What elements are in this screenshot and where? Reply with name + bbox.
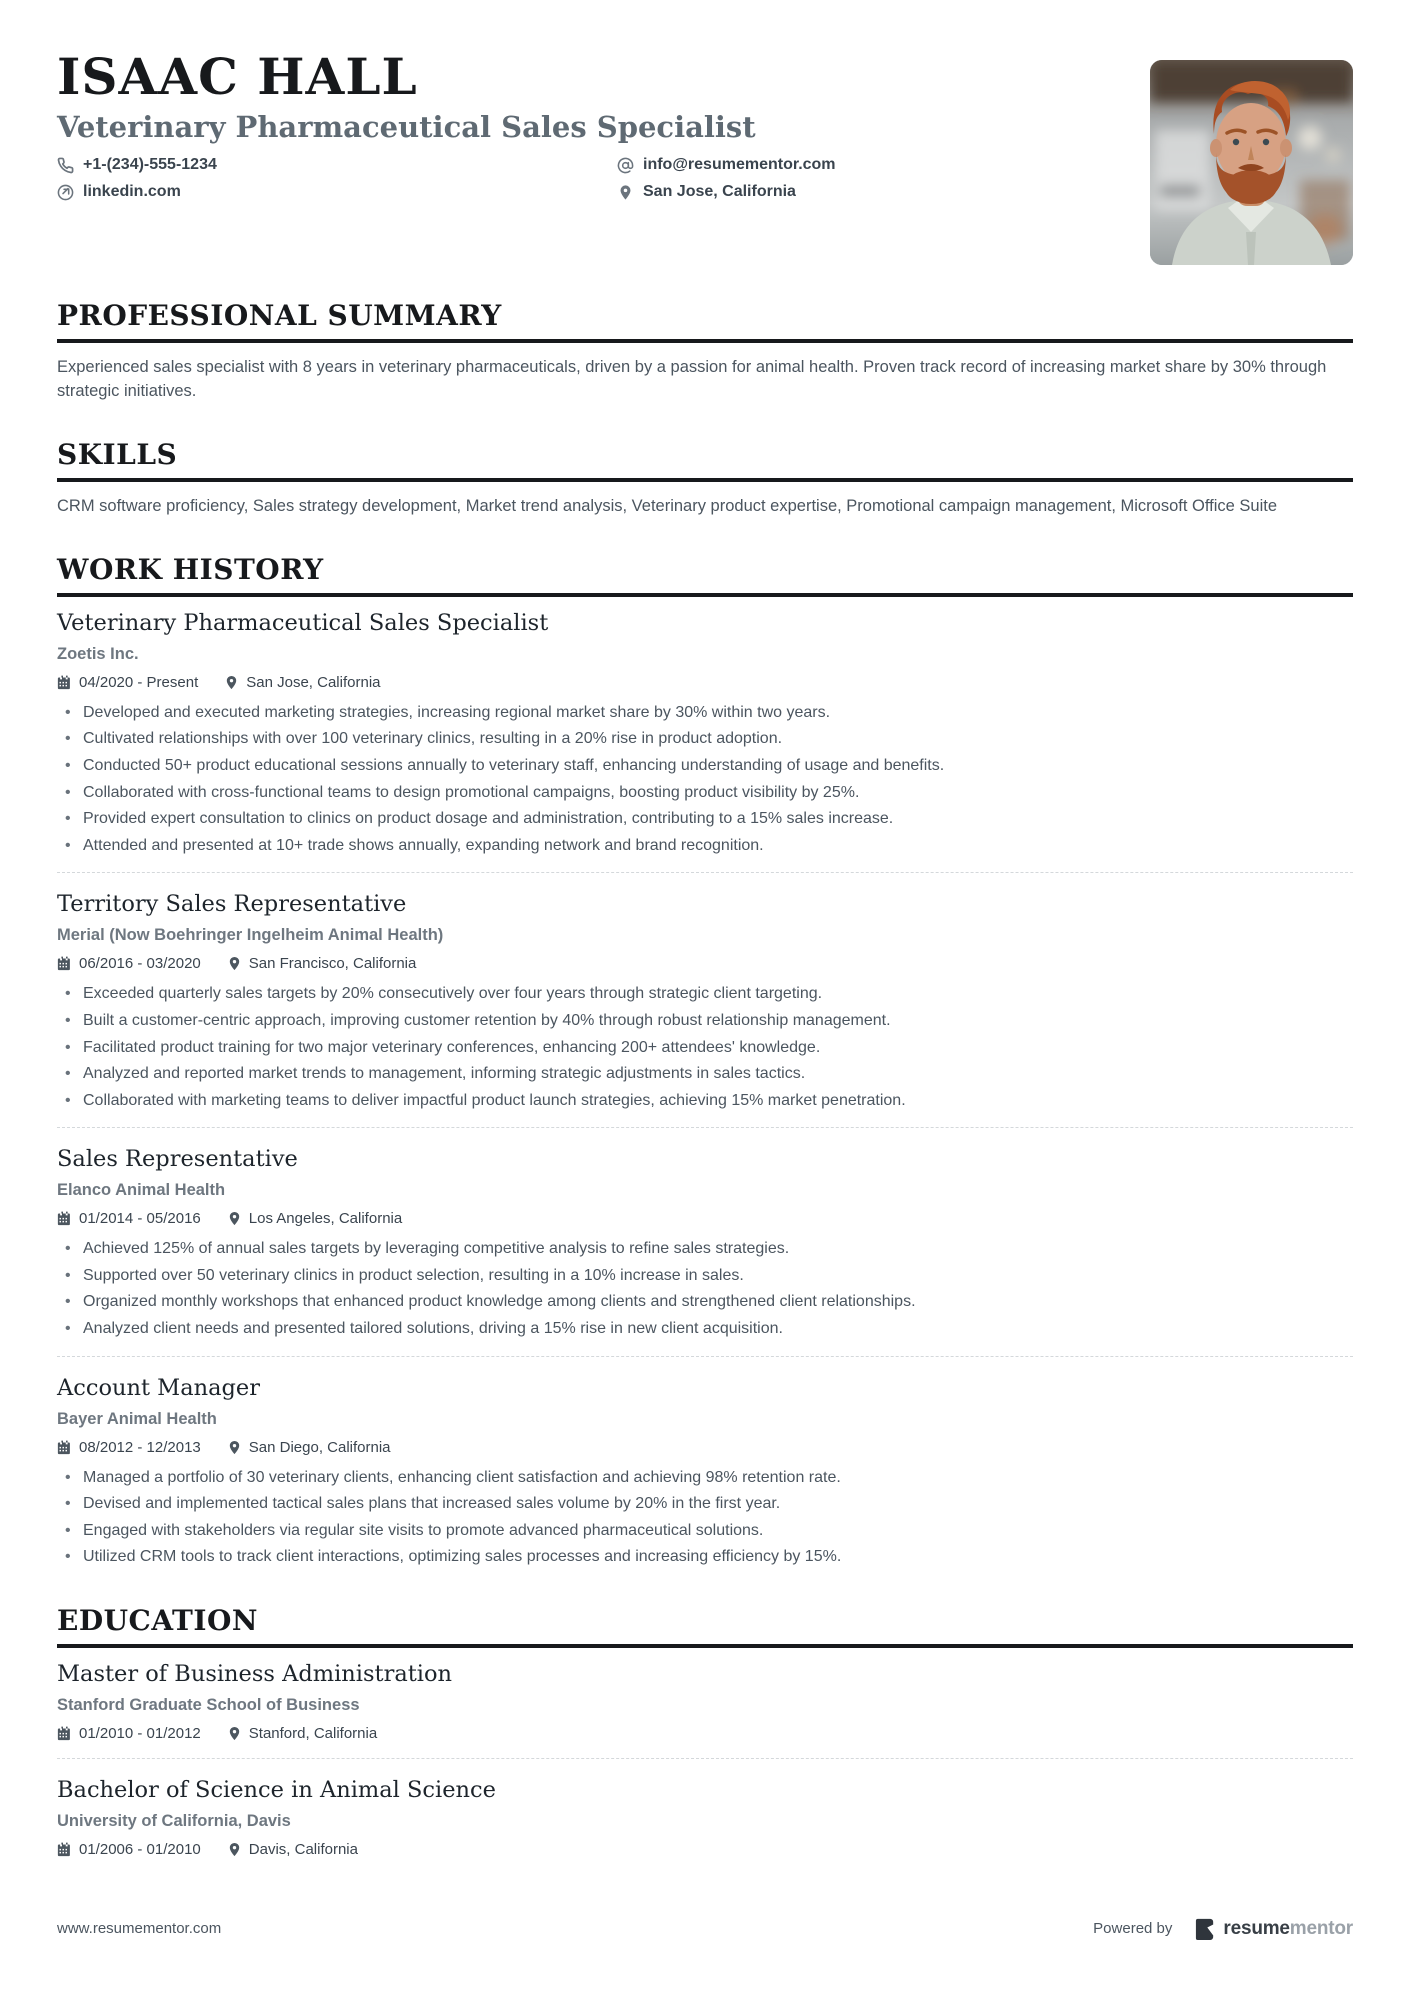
- calendar-icon: [57, 1726, 72, 1741]
- contact-phone-value: +1-(234)-555-1234: [83, 156, 217, 173]
- job-dates: 01/2014 - 05/2016: [79, 1210, 201, 1228]
- company-name: Zoetis Inc.: [57, 644, 139, 663]
- job-bullet: • Exceeded quarterly sales targets by 20% consecutively over four years through strategic client targeting.: [57, 983, 1353, 1005]
- contact-location: [617, 183, 836, 201]
- job-bullet: • Provided expert consultation to clinics on product dosage and administration, contributing to a 15% sales increase.: [57, 808, 1353, 830]
- job-bullet: • Analyzed client needs and presented tailored solutions, driving a 15% rise in new client acquisition.: [57, 1318, 1353, 1340]
- job-location: San Jose, California: [246, 673, 381, 691]
- resume-header: [57, 47, 1353, 265]
- map-pin-icon: [227, 1726, 242, 1741]
- job-bullet: • Supported over 50 veterinary clinics in product selection, resulting in a 10% increase in sales.: [57, 1265, 1353, 1287]
- job-bullet: • Cultivated relationships with over 100 veterinary clinics, resulting in a 20% rise in product adoption.: [57, 728, 1353, 750]
- job-title: Territory Sales Representative: [57, 891, 407, 918]
- job-dates: 06/2016 - 03/2020: [79, 955, 201, 973]
- map-pin-icon: [227, 956, 242, 971]
- school-name: Stanford Graduate School of Business: [57, 1696, 360, 1715]
- resumementor-logo-text: [1223, 1918, 1353, 1940]
- person-name: ISAAC HALL: [57, 47, 418, 106]
- education-dates: 01/2006 - 01/2010: [79, 1841, 201, 1859]
- education-meta: [57, 1841, 1353, 1858]
- job-bullet: • Developed and executed marketing strategies, increasing regional market share by 30% within two years.: [57, 702, 1353, 724]
- job-bullet: • Collaborated with marketing teams to deliver impactful product launch strategies, achieving 15% market penetration.: [57, 1090, 1353, 1112]
- map-pin-icon: [227, 1211, 242, 1226]
- education-location: Davis, California: [248, 1841, 358, 1859]
- job-bullet: • Achieved 125% of annual sales targets by leveraging competitive analysis to refine sales strategies.: [57, 1238, 1353, 1260]
- page-footer: [57, 1917, 1353, 1940]
- skills-heading: SKILLS: [57, 438, 1353, 482]
- contact-linkedin-value: linkedin.com: [83, 183, 181, 200]
- job-entry: [57, 1127, 1353, 1339]
- contact-info: [57, 156, 836, 201]
- link-icon: [57, 184, 74, 201]
- job-bullets: [57, 1467, 1353, 1568]
- job-bullet: • Devised and implemented tactical sales plans that increased sales volume by 20% in the first year.: [57, 1493, 1353, 1515]
- job-bullet: • Utilized CRM tools to track client interactions, optimizing sales processes and increasing efficiency by 15%.: [57, 1546, 1353, 1568]
- summary-heading: PROFESSIONAL SUMMARY: [57, 299, 1353, 343]
- calendar-icon: [57, 675, 72, 690]
- school-name: University of California, Davis: [57, 1812, 291, 1831]
- job-bullet: • Conducted 50+ product educational sessions annually to veterinary staff, enhancing understanding of usage and benefits.: [57, 755, 1353, 777]
- job-title: Sales Representative: [57, 1146, 298, 1173]
- summary-section: [57, 299, 1353, 404]
- job-meta: [57, 955, 1353, 972]
- education-dates: 01/2010 - 01/2012: [79, 1725, 201, 1743]
- job-meta: [57, 674, 1353, 691]
- job-location: San Francisco, California: [248, 955, 417, 973]
- education-entry: [57, 1661, 1353, 1742]
- job-dates: 04/2020 - Present: [79, 673, 199, 691]
- person-title: Veterinary Pharmaceutical Sales Specialist: [57, 110, 756, 144]
- education-location: Stanford, California: [248, 1725, 378, 1743]
- work-history-section: [57, 553, 1353, 1570]
- contact-email[interactable]: [617, 156, 836, 174]
- job-location: San Diego, California: [248, 1438, 391, 1456]
- profile-photo-illustration: [1150, 60, 1353, 265]
- footer-site-link[interactable]: www.resumementor.com: [57, 1920, 222, 1937]
- skills-section: [57, 438, 1353, 519]
- job-location: Los Angeles, California: [248, 1210, 403, 1228]
- calendar-icon: [57, 1842, 72, 1857]
- calendar-icon: [57, 1211, 72, 1226]
- contact-linkedin[interactable]: [57, 183, 617, 201]
- at-sign-icon: [617, 157, 634, 174]
- contact-location-value: San Jose, California: [643, 183, 796, 200]
- profile-photo: [1150, 60, 1353, 265]
- job-title: Veterinary Pharmaceutical Sales Specialist: [57, 609, 549, 636]
- job-bullets: [57, 702, 1353, 857]
- work-history-heading: WORK HISTORY: [57, 553, 1353, 597]
- job-dates: 08/2012 - 12/2013: [79, 1438, 201, 1456]
- company-name: Merial (Now Boehringer Ingelheim Animal Health): [57, 926, 444, 945]
- job-bullet: • Managed a portfolio of 30 veterinary clients, enhancing client satisfaction and achieving 98% retention rate.: [57, 1467, 1353, 1489]
- company-name: Bayer Animal Health: [57, 1409, 217, 1428]
- job-bullet: • Organized monthly workshops that enhanced product knowledge among clients and strengthened client relationships.: [57, 1291, 1353, 1313]
- footer-branding: [1093, 1917, 1353, 1940]
- job-bullet: • Built a customer-centric approach, improving customer retention by 40% through robust relationship management.: [57, 1010, 1353, 1032]
- company-name: Elanco Animal Health: [57, 1181, 226, 1200]
- summary-text: Experienced sales specialist with 8 years in veterinary pharmaceuticals, driven by a passion for animal health. Proven track record of increasing market share by 30% through strategic initiatives.: [57, 358, 1327, 400]
- calendar-icon: [57, 1440, 72, 1455]
- job-entry: [57, 872, 1353, 1111]
- resumementor-logo-icon: [1194, 1917, 1217, 1940]
- map-pin-icon: [227, 1842, 242, 1857]
- job-bullet: • Collaborated with cross-functional teams to design promotional campaigns, boosting product visibility by 25%.: [57, 782, 1353, 804]
- job-meta: [57, 1210, 1353, 1227]
- job-entry: [57, 1356, 1353, 1568]
- contact-phone[interactable]: [57, 156, 617, 174]
- resumementor-logo[interactable]: [1194, 1917, 1353, 1940]
- skills-text: CRM software proficiency, Sales strategy development, Market trend analysis, Veterinary product expertise, Promotional campaign management, Microsoft Office Suite: [57, 496, 1278, 515]
- degree-title: Bachelor of Science in Animal Science: [57, 1777, 496, 1804]
- phone-icon: [57, 157, 74, 174]
- logo-text-resume: resume: [1223, 1917, 1290, 1939]
- education-list: [57, 1661, 1353, 1858]
- contact-email-value: info@resumementor.com: [643, 156, 836, 173]
- job-entry: [57, 610, 1353, 857]
- job-bullets: [57, 1238, 1353, 1339]
- education-entry: [57, 1758, 1353, 1858]
- job-bullet: • Facilitated product training for two major veterinary conferences, enhancing 200+ attendees' knowledge.: [57, 1037, 1353, 1059]
- education-heading: EDUCATION: [57, 1604, 1353, 1648]
- job-bullet: • Attended and presented at 10+ trade shows annually, expanding network and brand recognition.: [57, 835, 1353, 857]
- map-pin-icon: [224, 675, 239, 690]
- job-list: [57, 610, 1353, 1568]
- map-pin-icon: [617, 184, 634, 201]
- job-bullet: • Analyzed and reported market trends to management, informing strategic adjustments in sales tactics.: [57, 1063, 1353, 1085]
- education-meta: [57, 1725, 1353, 1742]
- map-pin-icon: [227, 1440, 242, 1455]
- logo-text-mentor: mentor: [1289, 1917, 1353, 1939]
- education-section: [57, 1604, 1353, 1858]
- calendar-icon: [57, 956, 72, 971]
- job-meta: [57, 1439, 1353, 1456]
- job-bullets: [57, 983, 1353, 1111]
- header-identity: [57, 47, 836, 201]
- job-title: Account Manager: [57, 1374, 261, 1401]
- powered-by-label: Powered by: [1093, 1920, 1173, 1937]
- degree-title: Master of Business Administration: [57, 1661, 453, 1688]
- job-bullet: • Engaged with stakeholders via regular site visits to promote advanced pharmaceutical solutions.: [57, 1520, 1353, 1542]
